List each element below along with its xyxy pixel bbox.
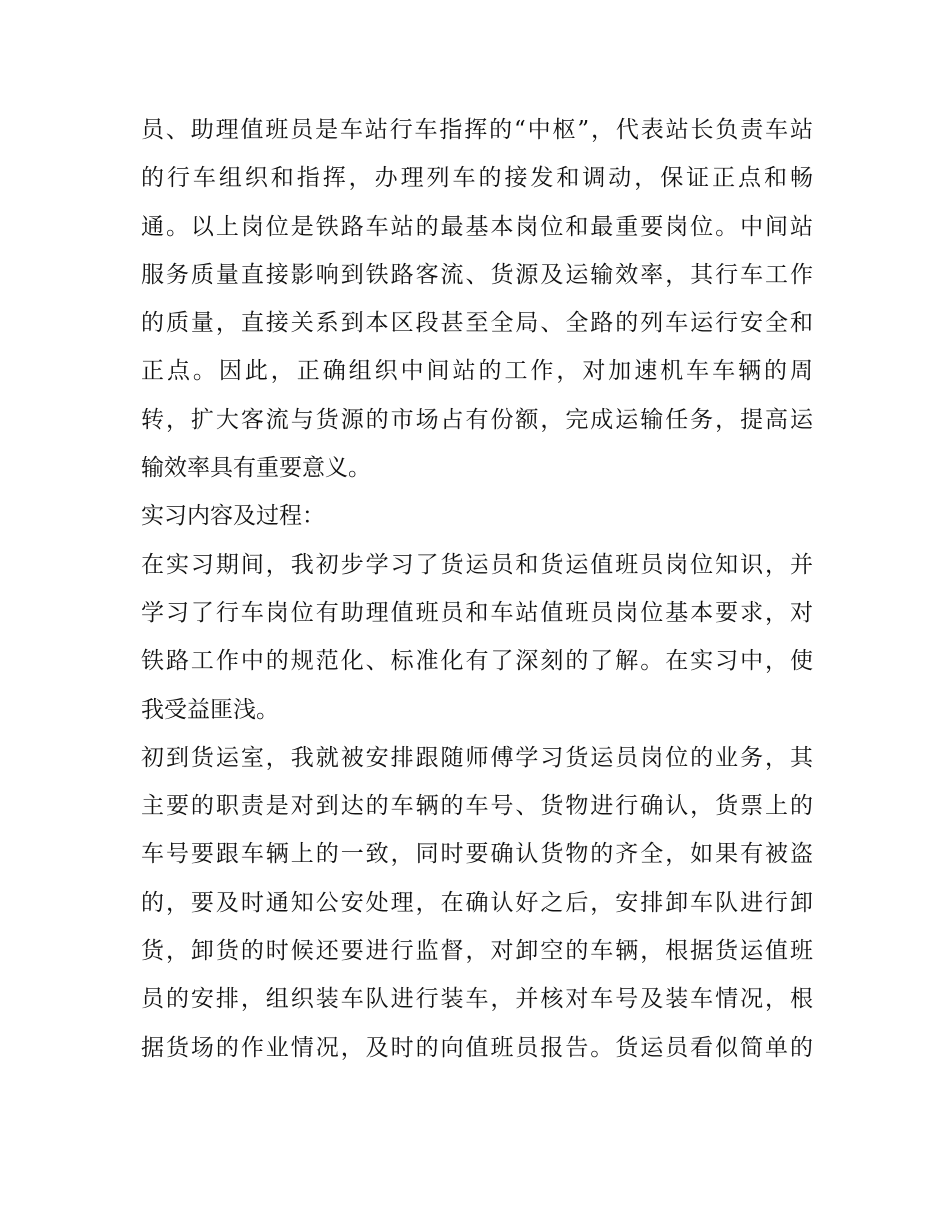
- text-line: 主要的职责是对到达的车辆的车号、货物进行确认，货票上的: [141, 793, 813, 820]
- text-line: 铁路工作中的规范化、标准化有了深刻的了解。在实习中，使: [141, 648, 813, 675]
- text-line: 输效率具有重要意义。: [141, 455, 371, 482]
- body-text: [141, 106, 813, 1072]
- text-line: 员、助理值班员是车站行车指挥的“中枢”，代表站长负责车站: [141, 117, 813, 143]
- text-line: 的，要及时通知公安处理，在确认好之后，安排卸车队进行卸: [141, 889, 813, 916]
- text-line: 我受益匪浅。: [141, 696, 279, 723]
- text-line: 的行车组织和指挥，办理列车的接发和调动，保证正点和畅: [141, 165, 813, 192]
- section-heading: 实习内容及过程：: [141, 503, 325, 530]
- text-line: 学习了行车岗位有助理值班员和车站值班员岗位基本要求，对: [141, 599, 813, 626]
- text-line: 在实习期间，我初步学习了货运员和货运值班员岗位知识，并: [141, 551, 813, 578]
- text-line: 据货场的作业情况，及时的向值班员报告。货运员看似简单的: [141, 1034, 813, 1061]
- text-line: 服务质量直接影响到铁路客流、货源及运输效率，其行车工作: [141, 261, 813, 288]
- text-line: 货，卸货的时候还要进行监督，对卸空的车辆，根据货运值班: [141, 938, 813, 965]
- text-line: 员的安排，组织装车队进行装车，并核对车号及装车情况，根: [141, 986, 813, 1013]
- text-line: 通。以上岗位是铁路车站的最基本岗位和最重要岗位。中间站: [141, 213, 813, 240]
- text-line: 车号要跟车辆上的一致，同时要确认货物的齐全，如果有被盗: [141, 841, 813, 868]
- text-line: 转，扩大客流与货源的市场占有份额，完成运输任务，提高运: [141, 406, 813, 433]
- text-line: 初到货运室，我就被安排跟随师傅学习货运员岗位的业务，其: [141, 744, 813, 771]
- text-line: 正点。因此，正确组织中间站的工作，对加速机车车辆的周: [141, 358, 813, 385]
- text-line: 的质量，直接关系到本区段甚至全局、全路的列车运行安全和: [141, 310, 813, 337]
